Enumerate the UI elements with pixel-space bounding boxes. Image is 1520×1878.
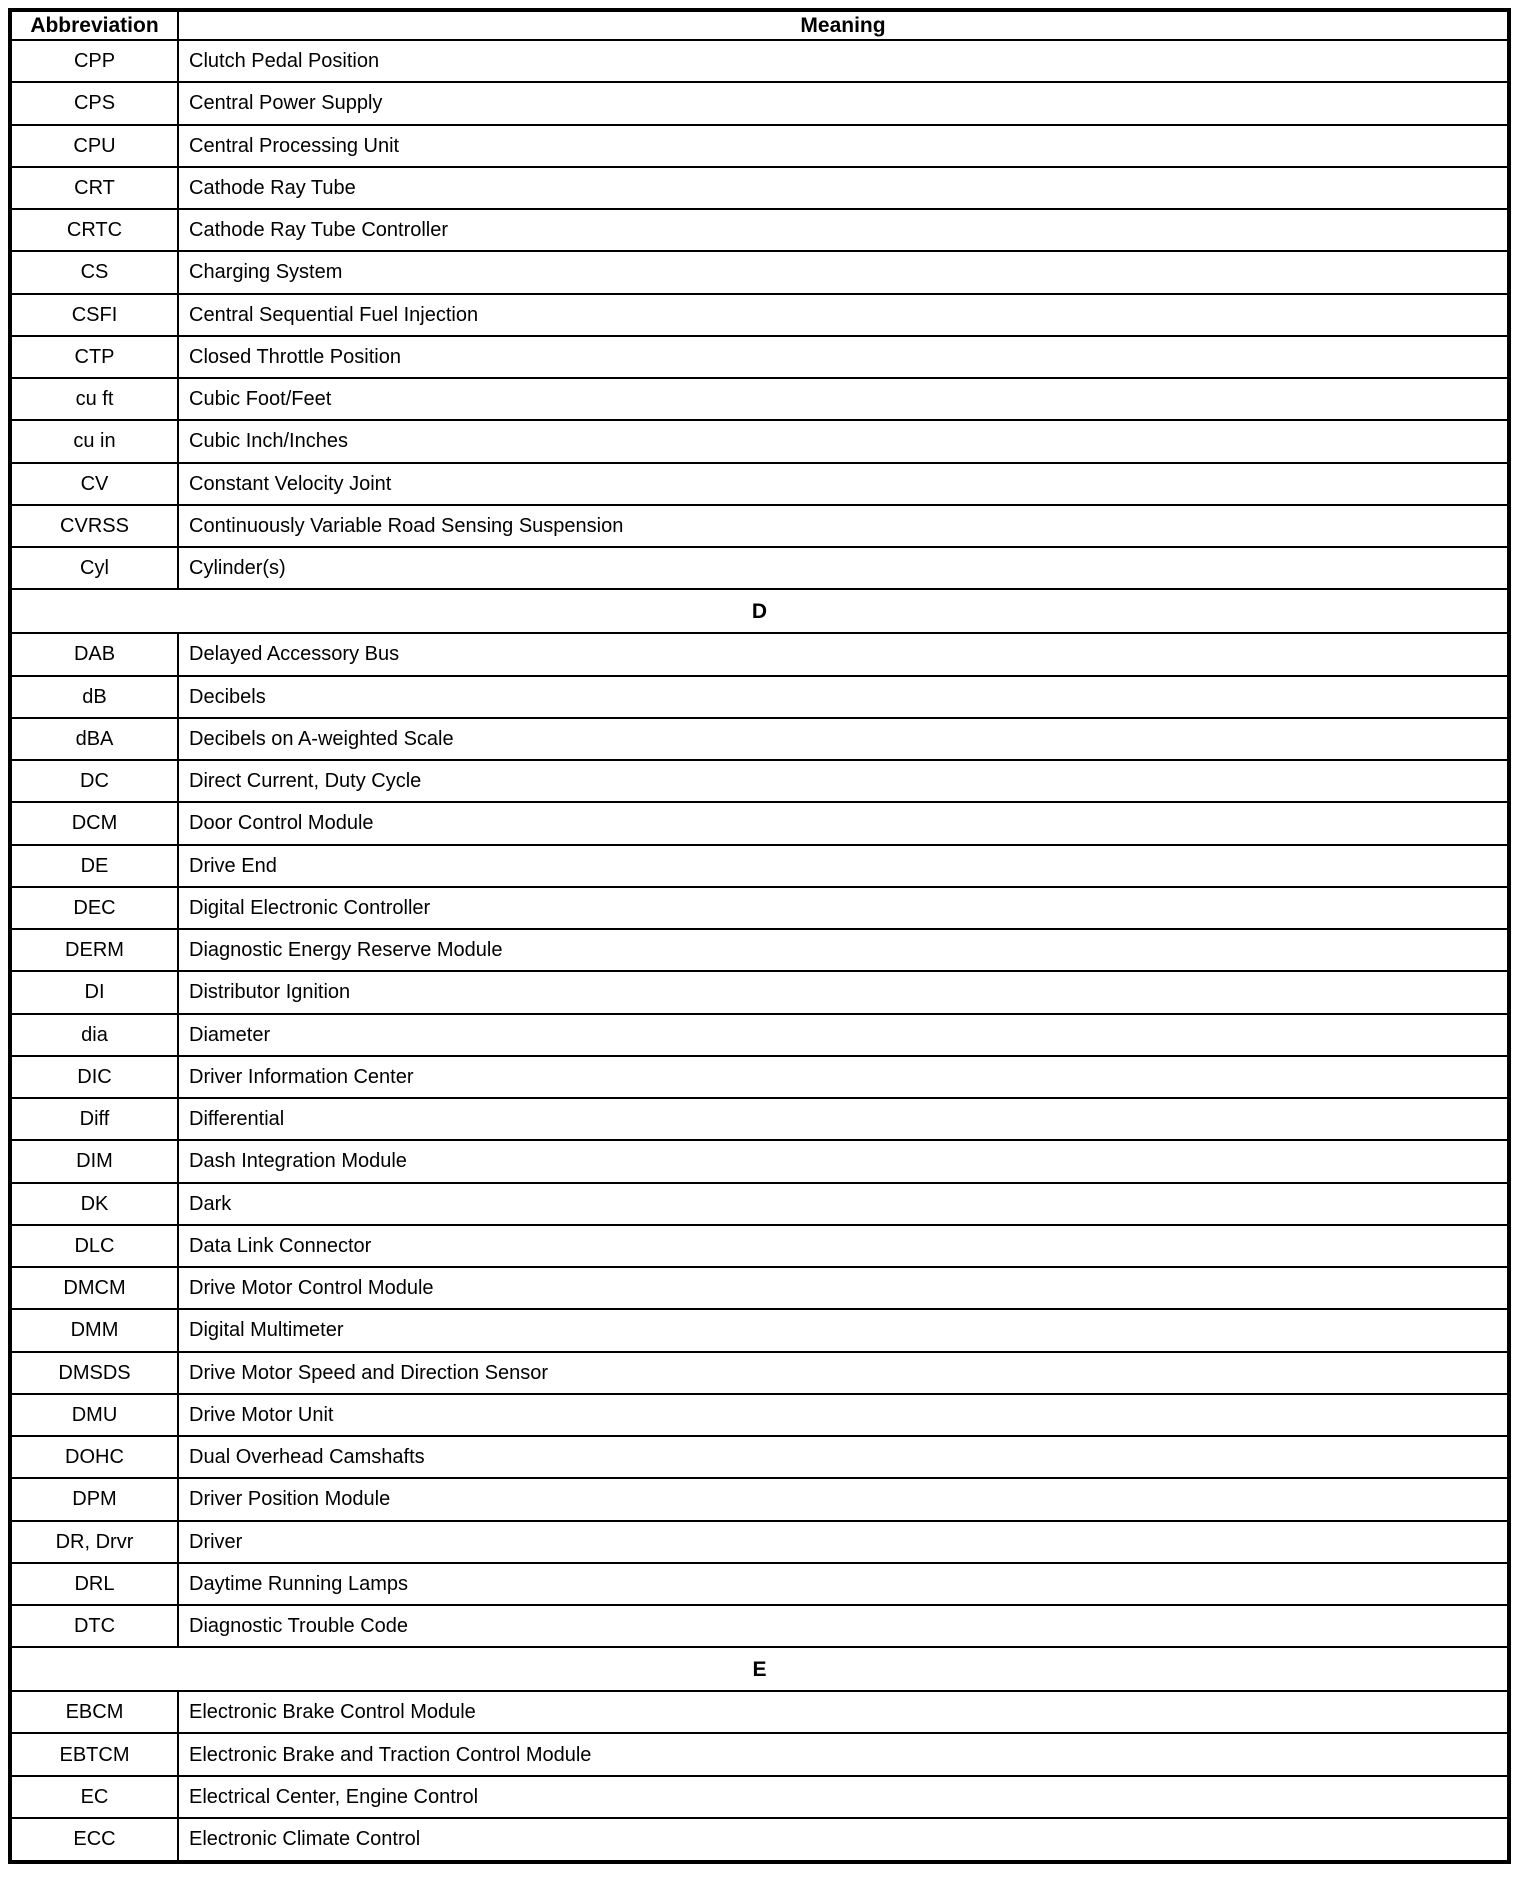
- abbreviation-cell: DTC: [10, 1605, 178, 1647]
- abbreviation-cell: CTP: [10, 336, 178, 378]
- abbreviation-cell: dia: [10, 1014, 178, 1056]
- meaning-cell: Dark: [178, 1183, 1509, 1225]
- abbreviation-cell: CRTC: [10, 209, 178, 251]
- section-letter: D: [10, 589, 1509, 633]
- abbreviation-cell: DCM: [10, 802, 178, 844]
- table-row: [10, 463, 1509, 505]
- table-row: [10, 1691, 1509, 1733]
- meaning-cell: Constant Velocity Joint: [178, 463, 1509, 505]
- meaning-cell: Digital Electronic Controller: [178, 887, 1509, 929]
- abbreviation-cell: DC: [10, 760, 178, 802]
- table-row: [10, 971, 1509, 1013]
- table-row: [10, 1563, 1509, 1605]
- abbreviation-cell: DE: [10, 845, 178, 887]
- table-row: [10, 887, 1509, 929]
- meaning-cell: Cubic Inch/Inches: [178, 420, 1509, 462]
- table-row: [10, 209, 1509, 251]
- meaning-cell: Drive Motor Speed and Direction Sensor: [178, 1352, 1509, 1394]
- table-row: [10, 1733, 1509, 1775]
- table-row: [10, 1225, 1509, 1267]
- table-row: [10, 633, 1509, 675]
- abbreviation-cell: DPM: [10, 1478, 178, 1520]
- table-row: [10, 1267, 1509, 1309]
- abbreviation-cell: Cyl: [10, 547, 178, 589]
- table-row: [10, 1436, 1509, 1478]
- abbreviation-cell: dBA: [10, 718, 178, 760]
- table-row: [10, 40, 1509, 82]
- abbreviation-cell: CPP: [10, 40, 178, 82]
- table-row: [10, 1098, 1509, 1140]
- column-header-abbreviation: Abbreviation: [10, 10, 178, 40]
- abbreviation-cell: DI: [10, 971, 178, 1013]
- table-row: [10, 1140, 1509, 1182]
- abbreviation-cell: CPS: [10, 82, 178, 124]
- table-row: [10, 1605, 1509, 1647]
- meaning-cell: Dual Overhead Camshafts: [178, 1436, 1509, 1478]
- abbreviation-cell: DIC: [10, 1056, 178, 1098]
- table-row: [10, 718, 1509, 760]
- meaning-cell: Cathode Ray Tube Controller: [178, 209, 1509, 251]
- section-header-row: [10, 1647, 1509, 1691]
- table-row: [10, 125, 1509, 167]
- meaning-cell: Decibels: [178, 676, 1509, 718]
- table-row: [10, 1352, 1509, 1394]
- meaning-cell: Differential: [178, 1098, 1509, 1140]
- table-header-row: [10, 10, 1509, 40]
- meaning-cell: Drive End: [178, 845, 1509, 887]
- table-row: [10, 929, 1509, 971]
- abbreviation-cell: DR, Drvr: [10, 1521, 178, 1563]
- meaning-cell: Electrical Center, Engine Control: [178, 1776, 1509, 1818]
- abbreviation-cell: DLC: [10, 1225, 178, 1267]
- table-row: [10, 676, 1509, 718]
- table-row: [10, 1056, 1509, 1098]
- abbreviation-cell: DMCM: [10, 1267, 178, 1309]
- abbreviation-cell: EBCM: [10, 1691, 178, 1733]
- meaning-cell: Driver Position Module: [178, 1478, 1509, 1520]
- abbreviation-cell: CRT: [10, 167, 178, 209]
- table-row: [10, 420, 1509, 462]
- meaning-cell: Daytime Running Lamps: [178, 1563, 1509, 1605]
- abbreviation-table-body: [10, 40, 1509, 1862]
- abbreviation-cell: CVRSS: [10, 505, 178, 547]
- meaning-cell: Cylinder(s): [178, 547, 1509, 589]
- meaning-cell: Data Link Connector: [178, 1225, 1509, 1267]
- table-header: [10, 10, 1509, 40]
- meaning-cell: Delayed Accessory Bus: [178, 633, 1509, 675]
- meaning-cell: Door Control Module: [178, 802, 1509, 844]
- table-row: [10, 547, 1509, 589]
- abbreviation-cell: CSFI: [10, 294, 178, 336]
- meaning-cell: Electronic Climate Control: [178, 1818, 1509, 1862]
- abbreviation-cell: CV: [10, 463, 178, 505]
- table-row: [10, 505, 1509, 547]
- table-row: [10, 82, 1509, 124]
- abbreviation-cell: EC: [10, 1776, 178, 1818]
- table-row: [10, 1394, 1509, 1436]
- table-row: [10, 1183, 1509, 1225]
- meaning-cell: Digital Multimeter: [178, 1309, 1509, 1351]
- abbreviation-cell: DERM: [10, 929, 178, 971]
- table-row: [10, 1521, 1509, 1563]
- meaning-cell: Diameter: [178, 1014, 1509, 1056]
- table-row: [10, 294, 1509, 336]
- meaning-cell: Clutch Pedal Position: [178, 40, 1509, 82]
- abbreviation-cell: cu in: [10, 420, 178, 462]
- abbreviation-cell: CPU: [10, 125, 178, 167]
- meaning-cell: Drive Motor Control Module: [178, 1267, 1509, 1309]
- table-row: [10, 378, 1509, 420]
- abbreviation-cell: DRL: [10, 1563, 178, 1605]
- meaning-cell: Central Power Supply: [178, 82, 1509, 124]
- abbreviation-cell: DAB: [10, 633, 178, 675]
- abbreviation-cell: DMSDS: [10, 1352, 178, 1394]
- abbreviation-cell: CS: [10, 251, 178, 293]
- table-row: [10, 1309, 1509, 1351]
- abbreviation-cell: ECC: [10, 1818, 178, 1862]
- table-row: [10, 802, 1509, 844]
- meaning-cell: Driver: [178, 1521, 1509, 1563]
- meaning-cell: Central Processing Unit: [178, 125, 1509, 167]
- abbreviation-cell: DEC: [10, 887, 178, 929]
- table-row: [10, 167, 1509, 209]
- abbreviation-cell: cu ft: [10, 378, 178, 420]
- meaning-cell: Cubic Foot/Feet: [178, 378, 1509, 420]
- abbreviation-cell: EBTCM: [10, 1733, 178, 1775]
- meaning-cell: Cathode Ray Tube: [178, 167, 1509, 209]
- meaning-cell: Dash Integration Module: [178, 1140, 1509, 1182]
- table-row: [10, 845, 1509, 887]
- abbreviation-cell: DIM: [10, 1140, 178, 1182]
- meaning-cell: Drive Motor Unit: [178, 1394, 1509, 1436]
- meaning-cell: Decibels on A-weighted Scale: [178, 718, 1509, 760]
- meaning-cell: Closed Throttle Position: [178, 336, 1509, 378]
- meaning-cell: Driver Information Center: [178, 1056, 1509, 1098]
- table-row: [10, 1014, 1509, 1056]
- abbreviation-table: [8, 8, 1511, 1864]
- table-row: [10, 251, 1509, 293]
- column-header-meaning: Meaning: [178, 10, 1509, 40]
- meaning-cell: Electronic Brake Control Module: [178, 1691, 1509, 1733]
- abbreviation-cell: DK: [10, 1183, 178, 1225]
- abbreviation-cell: Diff: [10, 1098, 178, 1140]
- abbreviation-cell: DOHC: [10, 1436, 178, 1478]
- abbreviation-cell: DMM: [10, 1309, 178, 1351]
- table-row: [10, 1776, 1509, 1818]
- section-letter: E: [10, 1647, 1509, 1691]
- meaning-cell: Distributor Ignition: [178, 971, 1509, 1013]
- meaning-cell: Electronic Brake and Traction Control Module: [178, 1733, 1509, 1775]
- meaning-cell: Charging System: [178, 251, 1509, 293]
- meaning-cell: Continuously Variable Road Sensing Suspension: [178, 505, 1509, 547]
- meaning-cell: Diagnostic Energy Reserve Module: [178, 929, 1509, 971]
- section-header-row: [10, 589, 1509, 633]
- table-row: [10, 1818, 1509, 1862]
- abbreviation-cell: dB: [10, 676, 178, 718]
- meaning-cell: Direct Current, Duty Cycle: [178, 760, 1509, 802]
- table-row: [10, 760, 1509, 802]
- meaning-cell: Diagnostic Trouble Code: [178, 1605, 1509, 1647]
- meaning-cell: Central Sequential Fuel Injection: [178, 294, 1509, 336]
- table-row: [10, 336, 1509, 378]
- abbreviation-cell: DMU: [10, 1394, 178, 1436]
- table-row: [10, 1478, 1509, 1520]
